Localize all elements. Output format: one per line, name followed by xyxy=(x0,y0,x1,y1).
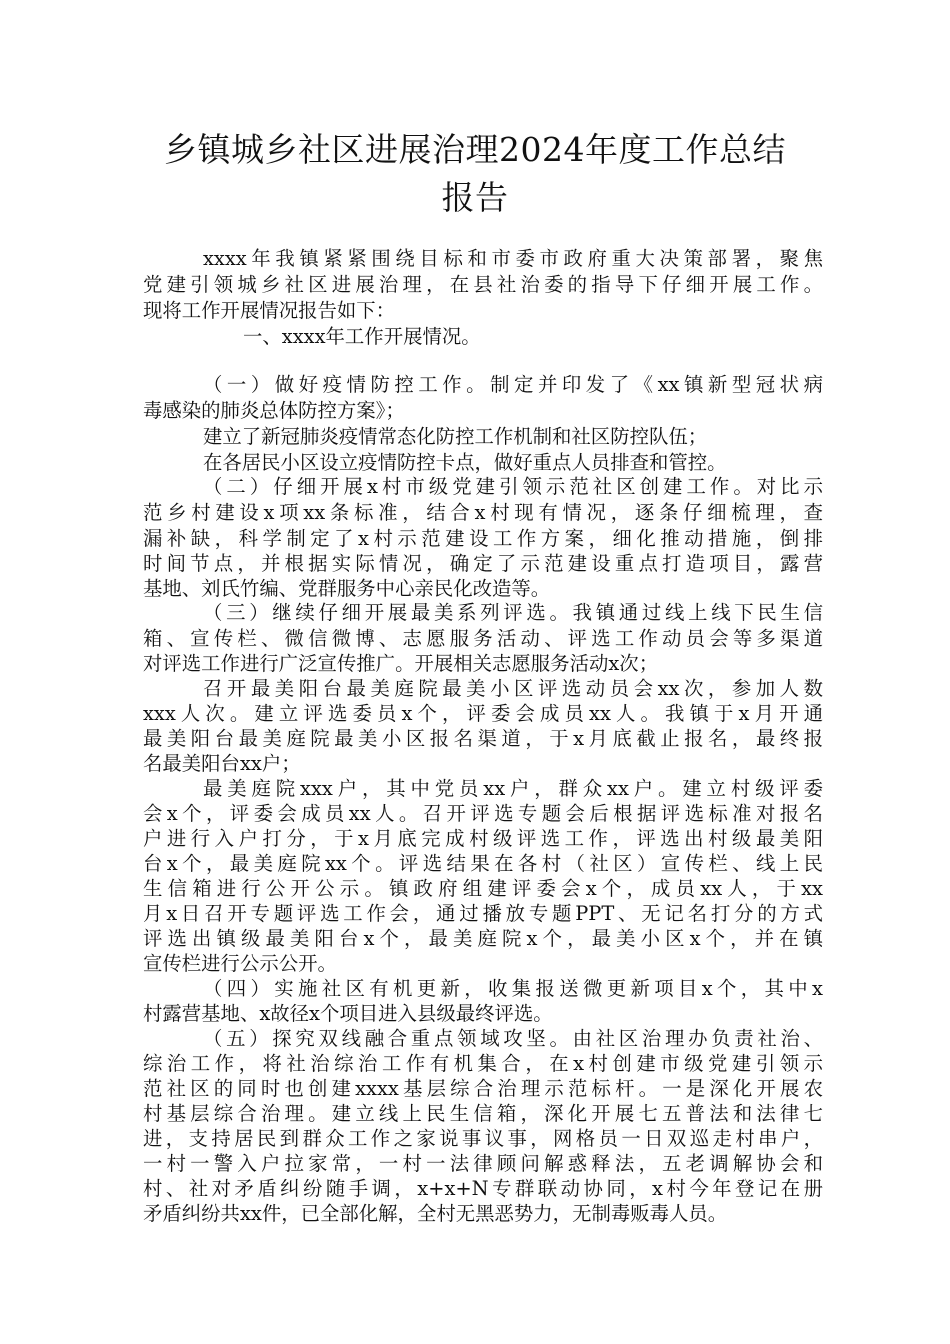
body-line: （一）做好疫情防控工作。制定并印发了《xx镇新型冠状病 xyxy=(203,373,823,396)
body-line: 基地、刘氏竹编、党群服务中心亲民化改造等。 xyxy=(143,577,551,600)
title-line-1: 乡镇城乡社区进展治理2024年度工作总结 xyxy=(164,130,786,169)
body-line: 名最美阳台xx户； xyxy=(143,752,301,775)
body-line: xxxx年我镇紧紧围绕目标和市委市政府重大决策部署，聚焦 xyxy=(203,247,823,270)
document-title xyxy=(120,126,830,222)
body-line: 最美阳台最美庭院最美小区报名渠道，于x月底截止报名，最终报 xyxy=(143,727,823,750)
body-line: 生信箱进行公开公示。镇政府组建评委会x个，成员xx人，于xx xyxy=(143,877,823,900)
body-line: 箱、宣传栏、微信微博、志愿服务活动、评选工作动员会等多渠道 xyxy=(143,627,823,650)
title-line-2: 报告 xyxy=(441,178,509,217)
body-line: 评选出镇级最美阳台x个，最美庭院x个，最美小区x个，并在镇 xyxy=(143,927,823,950)
body-line: 时间节点，并根据实际情况，确定了示范建设重点打造项目，露营 xyxy=(143,552,823,575)
body-line: （三）继续仔细开展最美系列评选。我镇通过线上线下民生信 xyxy=(203,601,823,624)
body-line: （二）仔细开展x村市级党建引领示范社区创建工作。对比示 xyxy=(203,475,823,498)
body-line: 党建引领城乡社区进展治理，在县社治委的指导下仔细开展工作。 xyxy=(143,273,823,296)
body-line: 矛盾纠纷共xx件，已全部化解，全村无黑恶势力，无制毒贩毒人员。 xyxy=(143,1202,728,1225)
body-line: （五）探究双线融合重点领域攻坚。由社区治理办负责社治、 xyxy=(203,1027,823,1050)
section-heading: 一、xxxx年工作开展情况。 xyxy=(243,325,481,348)
body-line: 村、社对矛盾纠纷随手调，x+x+N专群联动协同，x村今年登记在册 xyxy=(143,1177,823,1200)
body-line: （四）实施社区有机更新，收集报送微更新项目x个，其中x xyxy=(203,977,823,1000)
body-line: 对评选工作进行广泛宣传推广。开展相关志愿服务活动x次； xyxy=(143,652,659,675)
body-line: 村基层综合治理。建立线上民生信箱，深化开展七五普法和法律七 xyxy=(143,1102,823,1125)
body-line: 综治工作，将社治综治工作有机集合，在x村创建市级党建引领示 xyxy=(143,1052,823,1075)
body-line: 建立了新冠肺炎疫情常态化防控工作机制和社区防控队伍； xyxy=(203,425,708,448)
body-line: 村露营基地、x故径x个项目进入县级最终评选。 xyxy=(143,1002,553,1025)
body-line: 最美庭院xxx户，其中党员xx户，群众xx户。建立村级评委 xyxy=(203,777,823,800)
body-line: 毒感染的肺炎总体防控方案》； xyxy=(143,399,405,422)
body-line: 范社区的同时也创建xxxx基层综合治理示范标杆。一是深化开展农 xyxy=(143,1077,823,1100)
body-line: 进，支持居民到群众工作之家说事议事，网格员一日双巡走村串户， xyxy=(143,1127,823,1150)
body-line: 范乡村建设x项xx条标准，结合x村现有情况，逐条仔细梳理，查 xyxy=(143,501,823,524)
body-line: 会x个，评委会成员xx人。召开评选专题会后根据评选标准对报名 xyxy=(143,802,823,825)
body-line: 月x日召开专题评选工作会，通过播放专题PPT、无记名打分的方式 xyxy=(143,902,823,925)
body-line: 台x个，最美庭院xx个。评选结果在各村（社区）宣传栏、线上民 xyxy=(143,852,823,875)
body-line: 一村一警入户拉家常，一村一法律顾问解惑释法，五老调解协会和 xyxy=(143,1152,823,1175)
body-line: xxx人次。建立评选委员x个，评委会成员xx人。我镇于x月开通 xyxy=(143,702,823,725)
body-line: 召开最美阳台最美庭院最美小区评选动员会xx次，参加人数 xyxy=(203,677,823,700)
body-line: 宣传栏进行公示公开。 xyxy=(143,952,337,975)
body-line: 漏补缺，科学制定了x村示范建设工作方案，细化推动措施，倒排 xyxy=(143,527,823,550)
body-line: 户进行入户打分，于x月底完成村级评选工作，评选出村级最美阳 xyxy=(143,827,823,850)
body-line: 现将工作开展情况报告如下： xyxy=(143,299,396,322)
body-line: 在各居民小区设立疫情防控卡点，做好重点人员排查和管控。 xyxy=(203,451,727,474)
